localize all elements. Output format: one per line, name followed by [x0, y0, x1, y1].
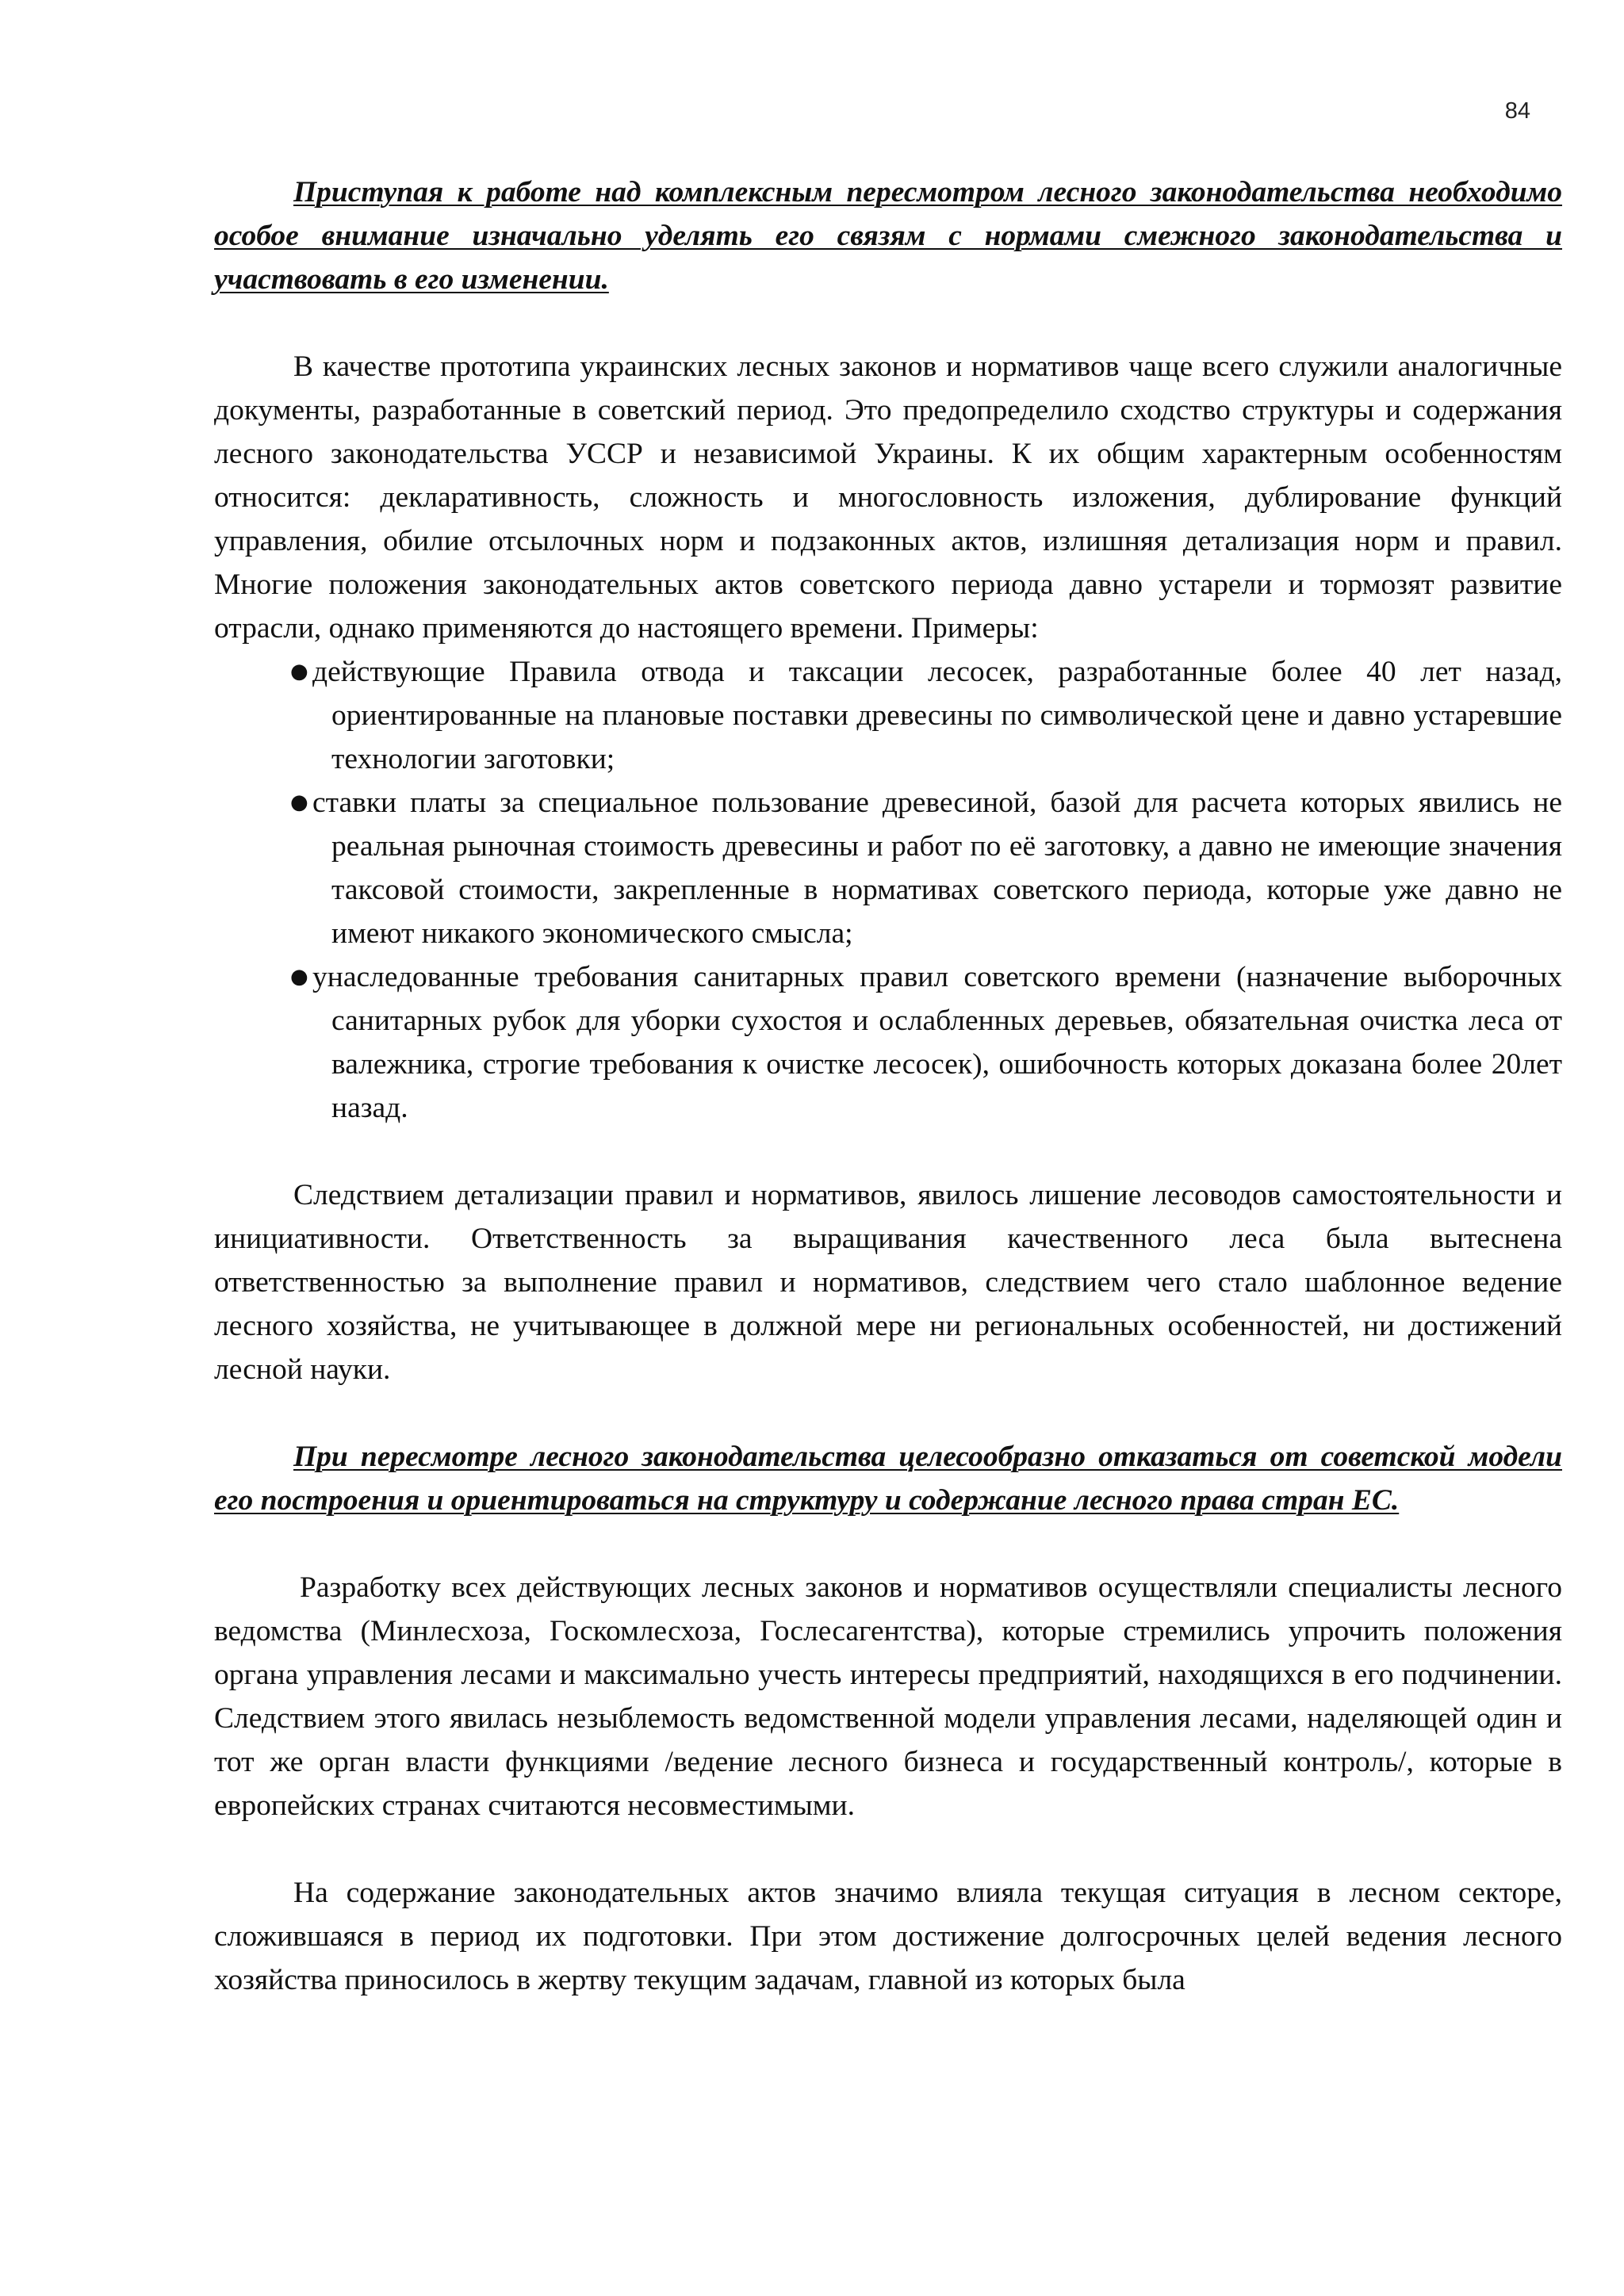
paragraph-gap [214, 1130, 1562, 1173]
examples-list [214, 650, 1562, 1130]
paragraph-3: Разработку всех действующих лесных законов и нормативов осуществляли специалисты лесного ведомства (Минлесхоза, Госкомлесхоза, Гослесагентства), которые стремились упрочить положения органа управления лесами и максимально учесть интересы предприятий, находящихся в его подчинении. Следствием этого явилась незыблемость ведомственной модели управления лесами, наделяющей один и тот же орган власти функциями /ведение лесного бизнеса и государственный контроль/, которые в европейских странах считаются несовместимыми. [214, 1571, 1562, 1822]
paragraph-gap [214, 301, 1562, 345]
list-item-text: действующие Правила отвода и таксации лесосек, разработанные более 40 лет назад, ориентированные на плановые поставки древесины по символической цене и давно устаревшие технологии заготовки; [312, 656, 1562, 775]
page-content [214, 170, 1562, 2002]
section-heading-1: Приступая к работе над комплексным пересмотром лесного законодательства необходимо особое внимание изначально уделять его связям с нормами смежного законодательства и участвовать в его изменении. [214, 176, 1562, 296]
list-item-text: ставки платы за специальное пользование древесиной, базой для расчета которых явились не реальная рыночная стоимость древесины и работ по её заготовку, а давно не имеющие значения таксовой стоимости, закрепленные в нормативах советского периода, которые уже давно не имеют никакого экономического смысла; [312, 786, 1562, 950]
section-heading-2: При пересмотре лесного законодательства целесообразно отказаться от советской модели его построения и ориентироваться на структуру и содержание лесного права стран ЕС. [214, 1441, 1562, 1517]
page-number: 84 [1504, 98, 1530, 124]
bullet-icon: ● [290, 965, 308, 989]
bullet-icon: ● [290, 790, 308, 814]
paragraph-2: Следствием детализации правил и нормативов, явилось лишение лесоводов самостоятельности и инициативности. Ответственность за выращивания качественного леса была вытеснена ответственностью за выполнение правил и нормативов, следствием чего стало шаблонное ведение лесного хозяйства, не учитывающее в должной мере ни региональных особенностей, ни достижений лесной науки. [214, 1179, 1562, 1386]
list-item-text: унаследованные требования санитарных правил советского времени (назначение выборочных санитарных рубок для уборки сухостоя и ослабленных деревьев, обязательная очистка леса от валежника, строгие требования к очистке лесосек), ошибочность которых доказана более 20лет назад. [312, 961, 1562, 1124]
list-item [214, 955, 1562, 1130]
list-item [214, 650, 1562, 781]
paragraph-gap [214, 1391, 1562, 1435]
list-item [214, 781, 1562, 955]
paragraph-1: В качестве прототипа украинских лесных законов и нормативов чаще всего служили аналогичные документы, разработанные в советский период. Это предопределило сходство структуры и содержания лесного законодательства УССР и независимой Украины. К их общим характерным особенностям относится: декларативность, сложность и многословность изложения, дублирование функций управления, обилие отсылочных норм и подзаконных актов, излишняя детализация норм и правил. Многие положения законодательных актов советского периода давно устарели и тормозят развитие отрасли, однако применяются до настоящего времени. Примеры: [214, 350, 1562, 645]
paragraph-4: На содержание законодательных актов значимо влияла текущая ситуация в лесном секторе, сложившаяся в период их подготовки. При этом достижение долгосрочных целей ведения лесного хозяйства приносилось в жертву текущим задачам, главной из которых была [214, 1877, 1562, 1996]
paragraph-gap [214, 1827, 1562, 1871]
bullet-icon: ● [290, 660, 308, 683]
paragraph-gap [214, 1522, 1562, 1566]
